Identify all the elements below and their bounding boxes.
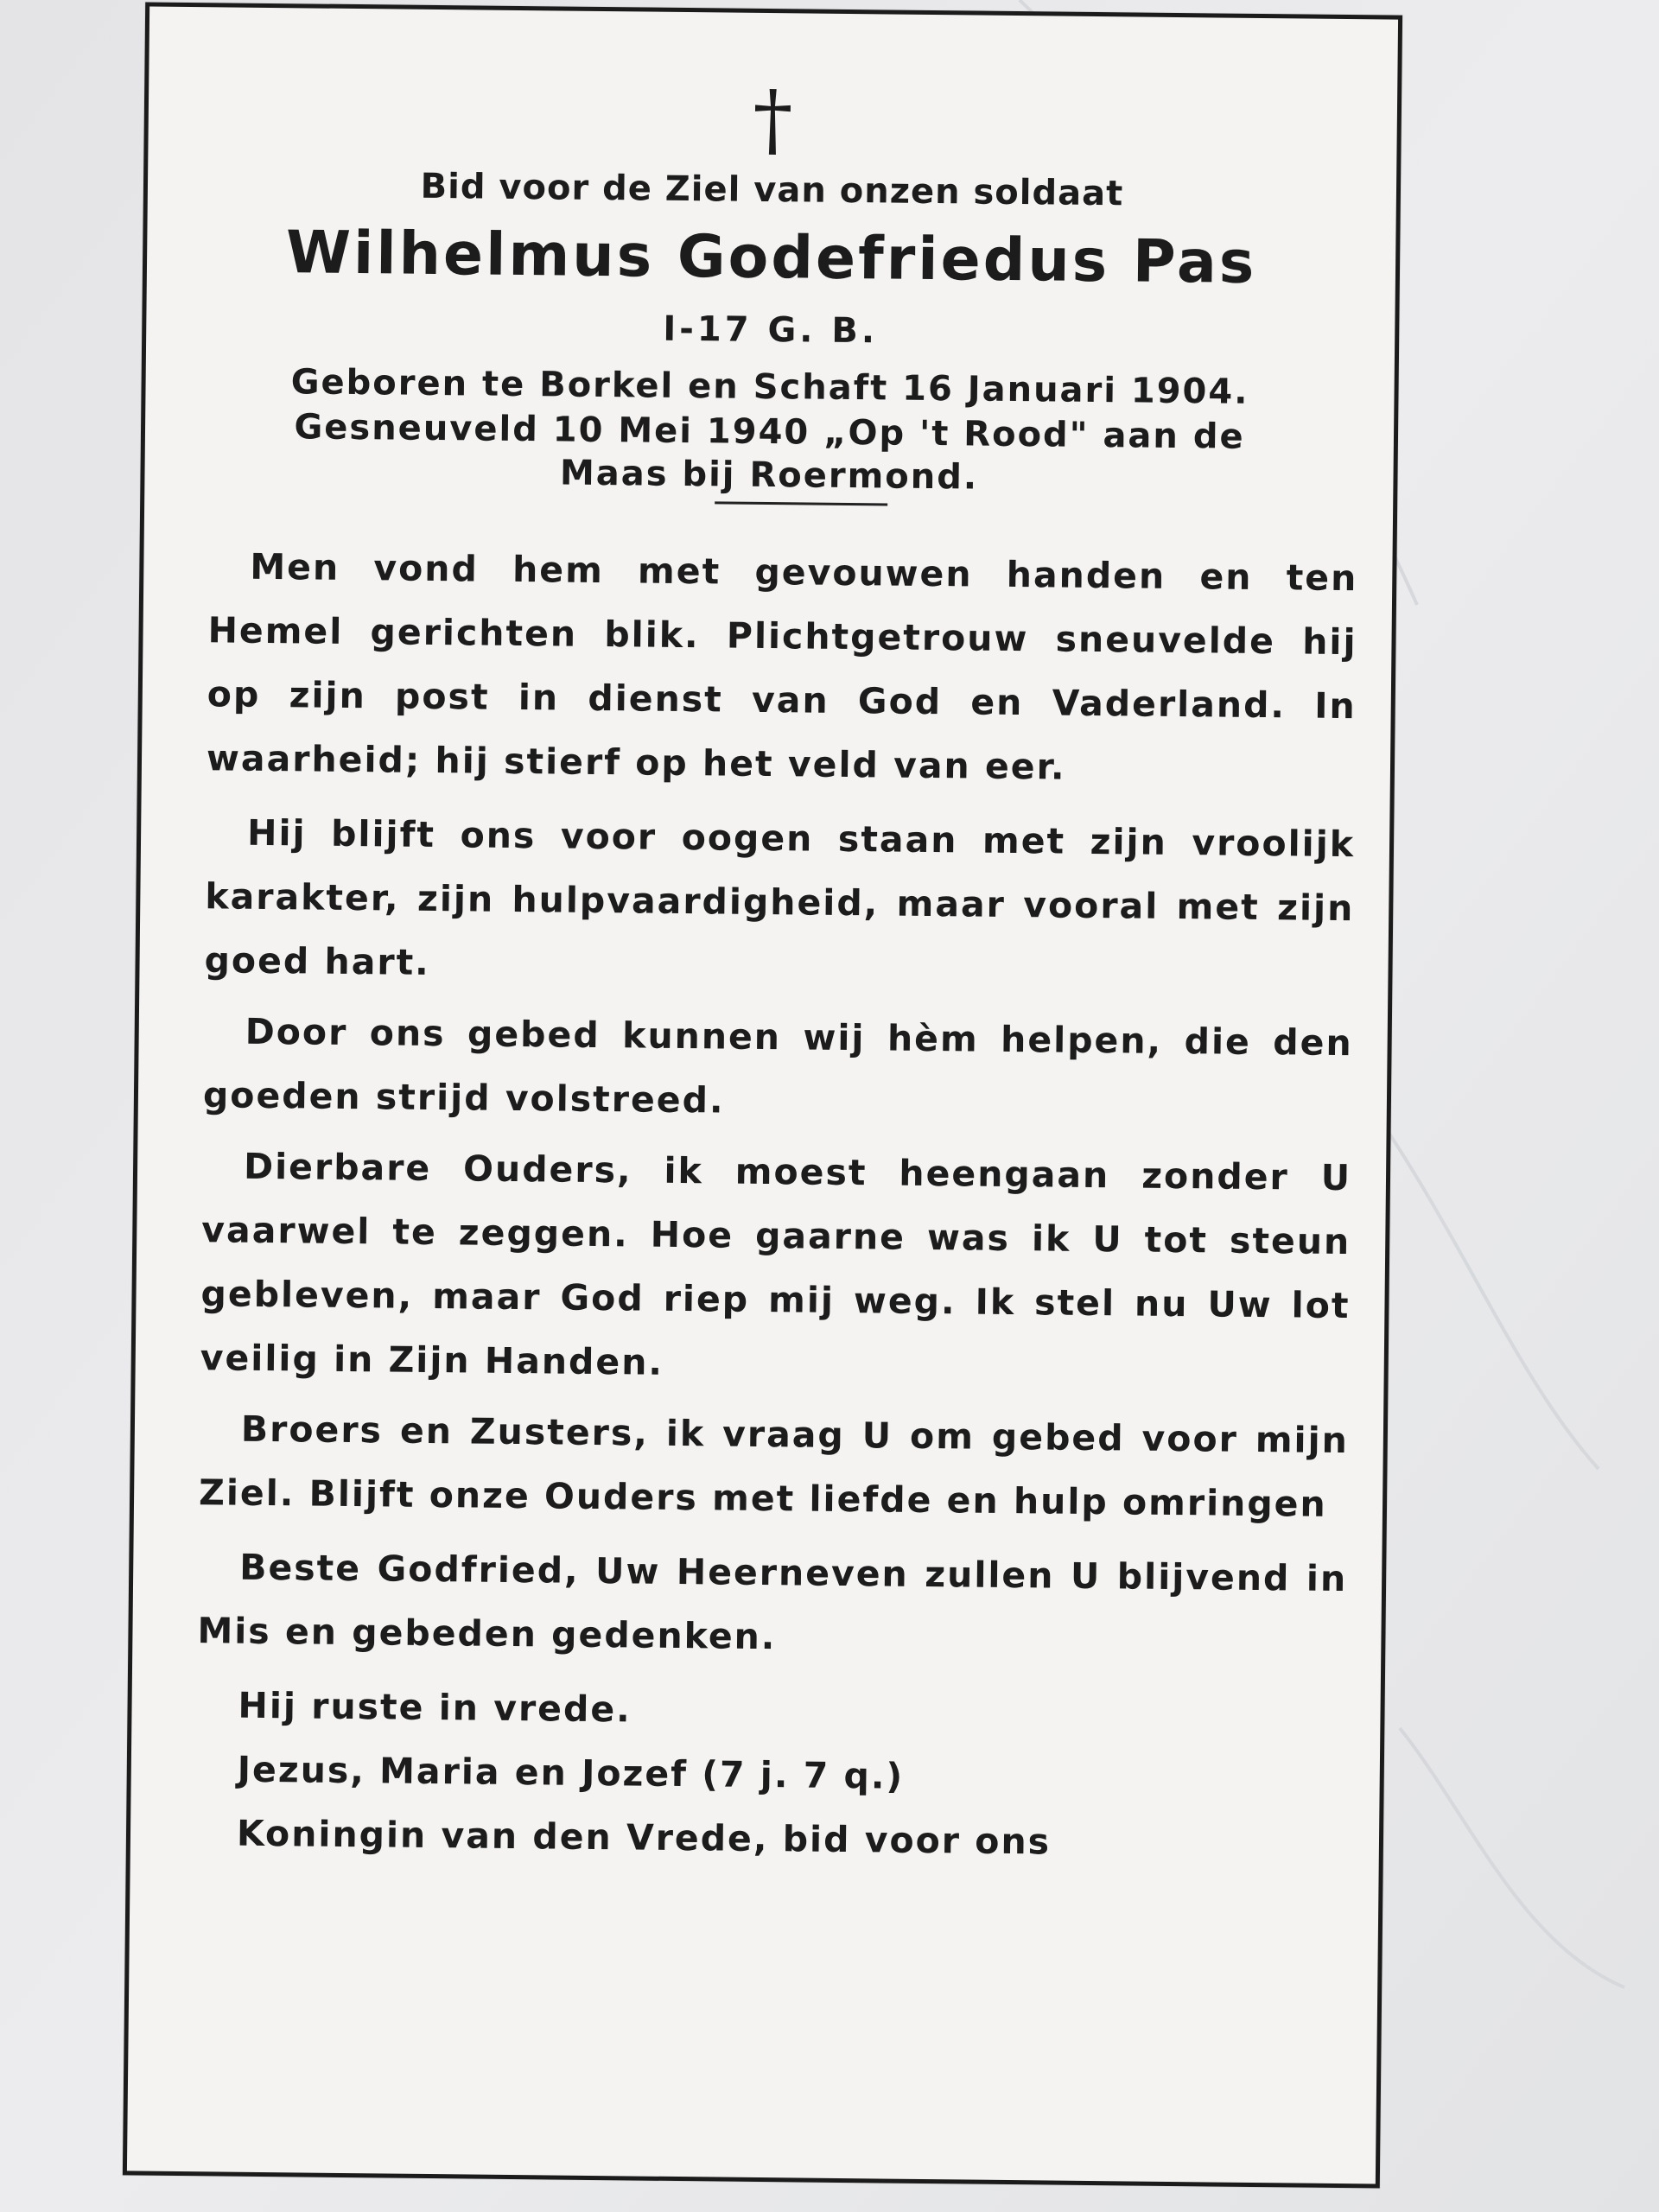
paragraph-found: Men vond hem met gevouwen handen en ten Hemel gerichten blik. Plichtgetrouw sneuvelde hij op zijn post in dienst van God en Vaderland. In waarheid; hij stierf op het veld van eer. <box>206 545 1358 788</box>
paragraph-siblings: Broers en Zusters, ik vraag U om gebed voor mijn Ziel. Blijft onze Ouders met liefde en hulp omringen <box>198 1408 1350 1525</box>
bid-line: Bid voor de Ziel van onzen soldaat <box>420 166 1124 214</box>
cross-icon: † <box>752 73 793 167</box>
birth-line: Geboren te Borkel en Schaft 16 Januari 1904. <box>290 362 1249 412</box>
closing-line-2: Jezus, Maria en Jozef (7 j. 7 q.) <box>237 1748 905 1797</box>
card-body <box>195 534 1358 1877</box>
paragraph-character: Hij blijft ons voor oogen staan met zijn vroolijk karakter, zijn hulpvaardigheid, maar vooral met zijn goed hart. <box>204 811 1356 983</box>
paragraph-nephews: Beste Godfried, Uw Heerneven zullen U blijvend in Mis en gebeden gedenken. <box>197 1546 1348 1658</box>
card-content <box>127 7 1398 2184</box>
closing-line-1: Hij ruste in vrede. <box>238 1684 632 1731</box>
paragraph-parents: Dierbare Ouders, ik moest heengaan zonder U vaarwel te zeggen. Hoe gaarne was ik U tot steun gebleven, maar God riep mij weg. Ik stel nu Uw lot veilig in Zijn Handen. <box>200 1145 1352 1383</box>
death-line-1: Gesneuveld 10 Mei 1940 „Op 't Rood" aan de <box>294 407 1245 457</box>
closing-line-3: Koningin van den Vrede, bid voor ons <box>236 1812 1052 1863</box>
paragraph-prayer: Door ons gebed kunnen wij hèm helpen, die den goeden strijd volstreed. <box>202 1010 1353 1122</box>
death-line-2: Maas bij Roermond. <box>559 453 979 498</box>
deceased-name: Wilhelmus Godefriedus Pas <box>285 219 1257 297</box>
military-unit: I-17 G. B. <box>663 308 879 352</box>
divider-line <box>715 501 887 505</box>
memorial-card <box>123 2 1402 2188</box>
